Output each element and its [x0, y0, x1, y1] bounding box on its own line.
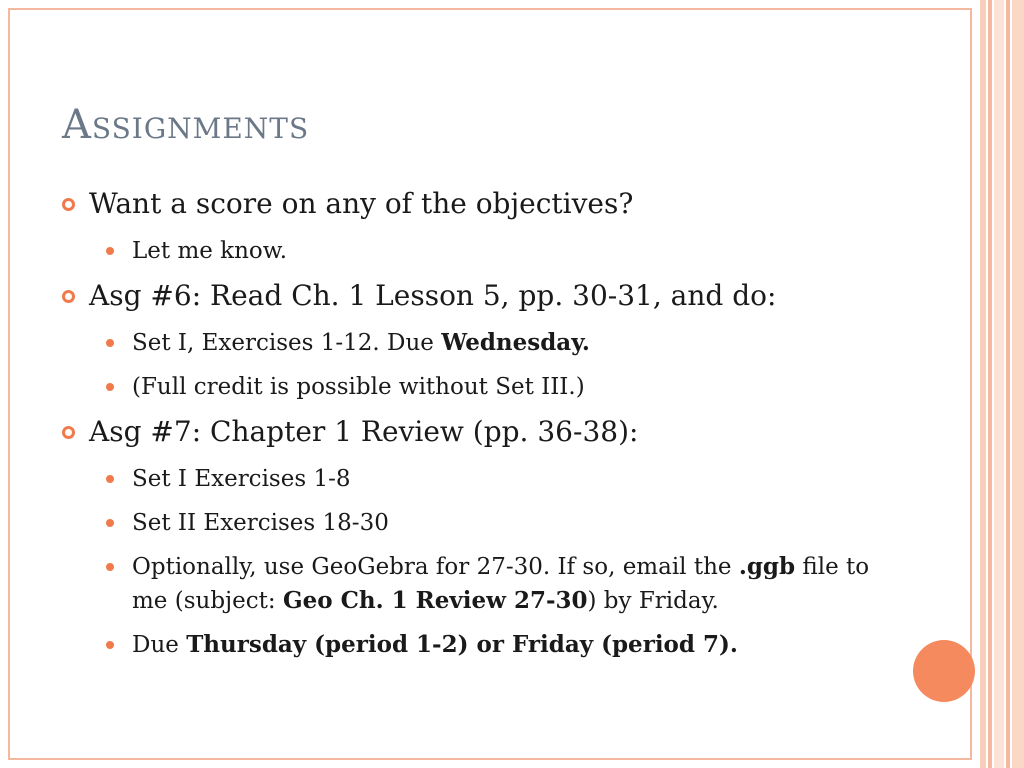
sub-bullet-text	[132, 326, 882, 360]
slide-title: Assignments	[62, 102, 310, 148]
sub-bullet	[62, 370, 882, 404]
ring-bullet-icon	[62, 198, 75, 211]
due-dates: Thursday (period 1-2) or Friday (period 7).	[186, 631, 738, 658]
due-day: Wednesday.	[441, 329, 590, 356]
sub-bullet-text: Let me know.	[132, 238, 288, 264]
bullet-text: Asg #7: Chapter 1 Review (pp. 36-38):	[89, 415, 639, 448]
file-extension: .ggb	[738, 553, 796, 580]
decorative-stripes	[980, 0, 1024, 768]
bullet-asg-6	[62, 278, 882, 314]
sub-bullet-text	[132, 628, 882, 662]
text-span: Due	[132, 632, 187, 658]
bullet-text: Want a score on any of the objectives?	[89, 187, 634, 220]
sub-bullet-text: (Full credit is possible without Set III.)	[132, 374, 585, 400]
dot-bullet-icon	[106, 475, 114, 483]
dot-bullet-icon	[106, 383, 114, 391]
sub-bullet-text: Set I Exercises 1-8	[132, 466, 351, 492]
sub-bullet	[62, 326, 882, 360]
slide-content	[62, 186, 882, 672]
sub-bullet	[62, 550, 882, 618]
text-span: file to me (subject:	[132, 554, 870, 614]
dot-bullet-icon	[106, 641, 114, 649]
ring-bullet-icon	[62, 290, 75, 303]
sub-bullet	[62, 234, 882, 268]
decorative-circle	[913, 640, 975, 702]
bullet-objectives	[62, 186, 882, 222]
ring-bullet-icon	[62, 426, 75, 439]
text-span: ) by Friday.	[587, 588, 719, 614]
email-subject: Geo Ch. 1 Review 27-30	[282, 587, 588, 614]
dot-bullet-icon	[106, 519, 114, 527]
dot-bullet-icon	[106, 563, 114, 571]
sub-bullet	[62, 506, 882, 540]
bullet-text: Asg #6: Read Ch. 1 Lesson 5, pp. 30-31, and do:	[89, 279, 777, 312]
dot-bullet-icon	[106, 339, 114, 347]
sub-bullet	[62, 462, 882, 496]
sub-bullet-text: Set II Exercises 18-30	[132, 510, 389, 536]
bullet-asg-7	[62, 414, 882, 450]
sub-bullet	[62, 628, 882, 662]
text-span: Set I, Exercises 1-12. Due	[132, 330, 442, 356]
text-span: Optionally, use GeoGebra for 27-30. If so, email the	[132, 554, 739, 580]
sub-bullet-text	[132, 550, 882, 618]
dot-bullet-icon	[106, 247, 114, 255]
